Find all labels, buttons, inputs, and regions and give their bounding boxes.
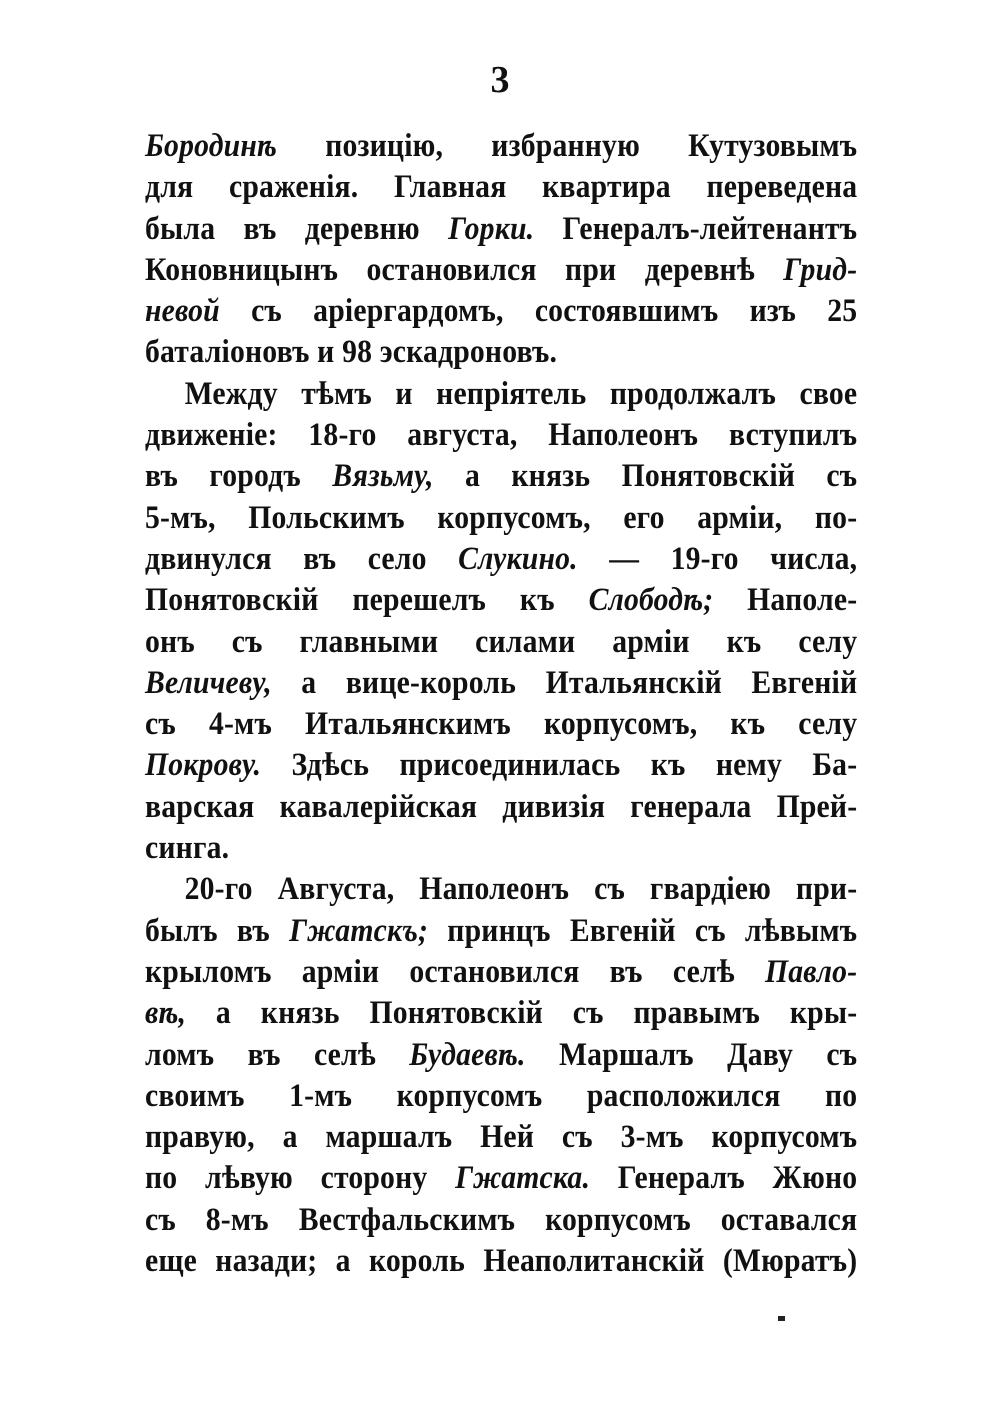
italic-place-name: Покрову. xyxy=(145,747,262,784)
text-segment: Генералъ Жюно xyxy=(590,1160,858,1197)
text-segment: а князь Понятовскій съ xyxy=(433,458,858,495)
text-line xyxy=(145,1200,857,1241)
text-segment: двинулся въ село xyxy=(145,540,459,577)
text-segment: по лѣвую сторону xyxy=(145,1160,456,1197)
text-line xyxy=(145,1076,857,1117)
text-line xyxy=(145,622,857,663)
italic-place-name: Гжатска. xyxy=(455,1160,591,1197)
text-line xyxy=(145,1241,857,1282)
text-line xyxy=(145,374,857,415)
text-segment: принцъ Евгеній съ лѣвымъ xyxy=(428,912,858,949)
text-segment: крыломъ арміи остановился въ селѣ xyxy=(145,953,765,990)
text-segment: 5-мъ, Польскимъ корпусомъ, его арміи, по- xyxy=(145,499,858,536)
text-segment: Здѣсь присоединилась къ нему Ба- xyxy=(261,747,858,784)
italic-place-name: Горки. xyxy=(448,210,535,247)
text-segment: былъ въ xyxy=(145,912,290,949)
text-segment: съ 8-мъ Вестфальскимъ корпусомъ оставался xyxy=(145,1201,858,1238)
text-segment: Генералъ-лейтенантъ xyxy=(534,210,858,247)
text-segment: Маршалъ Даву съ xyxy=(525,1036,858,1073)
italic-place-name: Павло- xyxy=(764,953,858,990)
italic-place-name: Грид- xyxy=(783,251,858,288)
text-line xyxy=(145,869,857,910)
text-line xyxy=(145,415,857,456)
text-line xyxy=(145,498,857,539)
text-line xyxy=(145,787,857,828)
italic-place-name: Бородинѣ xyxy=(145,128,278,164)
text-line xyxy=(145,539,857,580)
text-segment: Наполе- xyxy=(713,582,858,619)
text-segment: варская кавалерійская дивизія генерала Прей- xyxy=(145,788,858,825)
text-segment: синга. xyxy=(145,830,230,867)
text-line xyxy=(145,1035,857,1076)
text-line xyxy=(145,250,857,291)
text-segment: баталіоновъ и 98 эскадроновъ. xyxy=(145,334,558,371)
text-line xyxy=(145,456,857,497)
text-segment: съ 4-мъ Итальянскимъ корпусомъ, къ селу xyxy=(145,706,858,743)
italic-place-name: невой xyxy=(145,293,220,330)
text-segment: Понятовскій перешелъ къ xyxy=(145,582,589,619)
italic-place-name: Величеву, xyxy=(145,664,272,701)
italic-place-name: Слукино. xyxy=(458,540,578,577)
text-segment: движеніе: 18-го августа, Наполеонъ вступилъ xyxy=(145,417,858,454)
text-line xyxy=(145,167,857,208)
text-line xyxy=(145,1117,857,1158)
text-line xyxy=(145,209,857,250)
text-segment: Коновницынъ остановился при деревнѣ xyxy=(145,251,784,288)
text-line xyxy=(145,993,857,1034)
text-line xyxy=(145,745,857,786)
text-segment: онъ съ главными силами арміи къ селу xyxy=(145,623,858,660)
body-text xyxy=(145,126,858,1282)
italic-place-name: Будаевѣ. xyxy=(409,1036,526,1073)
text-segment: позицію, избранную Кутузовымъ xyxy=(277,128,858,164)
text-line xyxy=(145,1158,857,1199)
text-segment: а вице-король Итальянскій Евгеній xyxy=(271,664,858,701)
text-line xyxy=(145,663,857,704)
italic-place-name: Гжатскъ; xyxy=(289,912,429,949)
text-segment: съ аріергардомъ, состоявшимъ изъ 25 xyxy=(219,293,858,330)
text-segment: для сраженія. Главная квартира переведена xyxy=(145,169,858,206)
text-segment: а князь Понятовскій съ правымъ кры- xyxy=(186,995,858,1032)
text-segment: 20-го Августа, Наполеонъ съ гвардіею при- xyxy=(184,871,858,908)
text-line xyxy=(145,911,857,952)
page-number: 3 xyxy=(490,59,510,101)
text-segment: Между тѣмъ и непріятель продолжалъ свое xyxy=(184,375,858,412)
text-segment: еще назади; а король Неаполитанскій (Мюратъ) xyxy=(145,1243,858,1280)
text-line xyxy=(145,332,857,373)
text-segment: ломъ въ селѣ xyxy=(145,1036,410,1073)
text-line xyxy=(145,828,857,869)
italic-place-name: Слободѣ; xyxy=(588,582,714,619)
italic-place-name: Вязьму, xyxy=(332,458,434,495)
text-line xyxy=(145,580,857,621)
text-line xyxy=(145,704,857,745)
printer-mark xyxy=(778,1316,785,1321)
text-line xyxy=(145,291,857,332)
text-segment: въ городъ xyxy=(145,458,333,495)
text-line xyxy=(145,952,857,993)
text-segment: правую, а маршалъ Ней съ 3-мъ корпусомъ xyxy=(145,1119,858,1156)
text-segment: своимъ 1-мъ корпусомъ расположился по xyxy=(145,1077,858,1114)
text-segment: — 19-го числа, xyxy=(577,540,858,577)
text-line xyxy=(145,126,857,167)
italic-place-name: вѣ, xyxy=(145,995,187,1032)
text-segment: была въ деревню xyxy=(145,210,449,247)
